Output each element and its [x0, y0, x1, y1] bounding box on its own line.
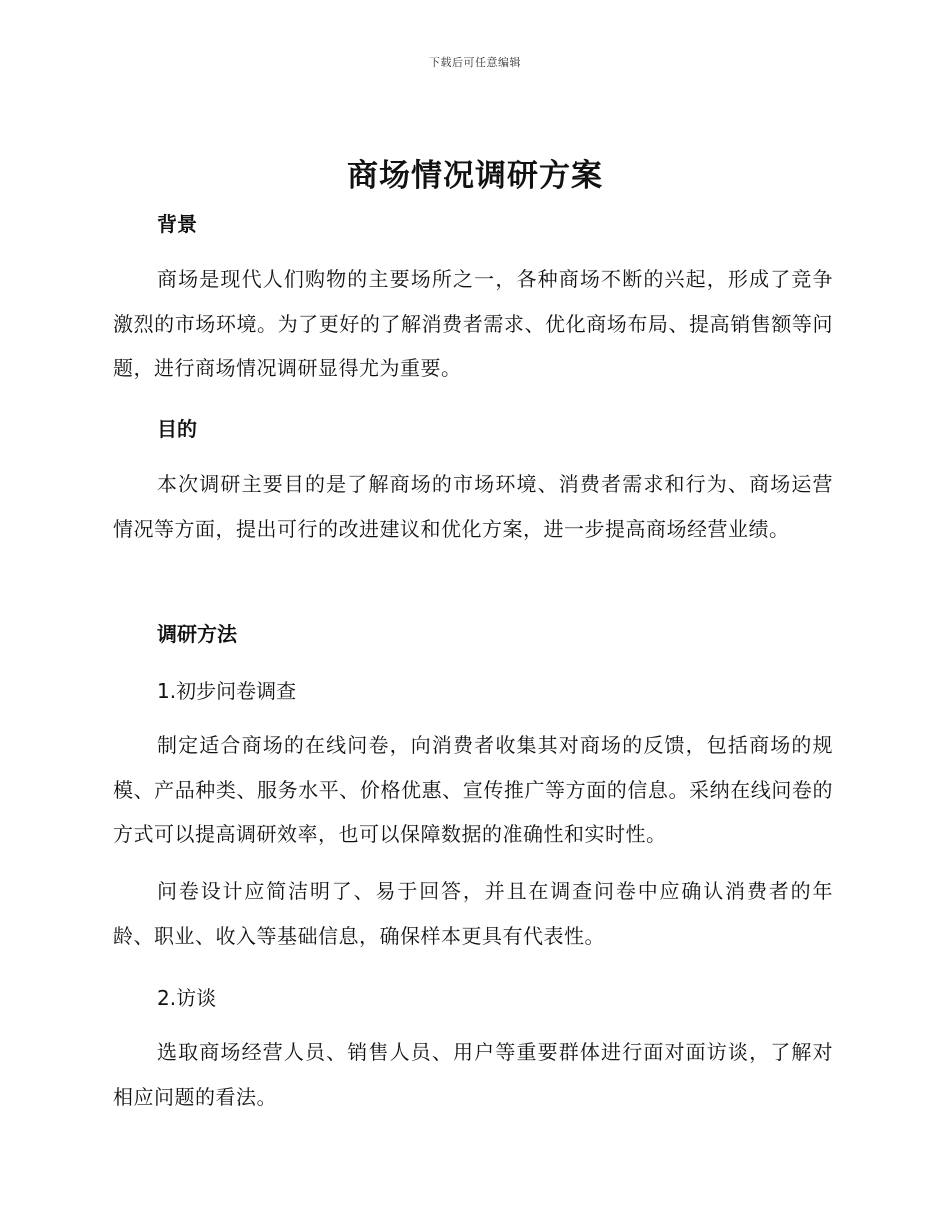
- subheading-questionnaire: 1.初步问卷调查: [157, 679, 297, 703]
- paragraph-interview: 选取商场经营人员、销售人员、用户等重要群体进行面对面访谈，了解对相应问题的看法。: [113, 1040, 833, 1109]
- paragraph-background: 商场是现代人们购物的主要场所之一，各种商场不断的兴起，形成了竞争激烈的市场环境。为了更好的了解消费者需求、优化商场布局、提高销售额等问题，进行商场情况调研显得尤为重要。: [113, 267, 833, 380]
- paragraph-questionnaire-2: 问卷设计应简洁明了、易于回答，并且在调查问卷中应确认消费者的年龄、职业、收入等基础信息，确保样本更具有代表性。: [113, 879, 833, 948]
- document-title: 商场情况调研方案: [347, 158, 603, 194]
- header-note: 下载后可任意编辑: [429, 56, 521, 69]
- paragraph-purpose: 本次调研主要目的是了解商场的市场环境、消费者需求和行为、商场运营情况等方面，提出可行的改进建议和优化方案，进一步提高商场经营业绩。: [113, 472, 833, 541]
- subheading-interview: 2.访谈: [157, 986, 217, 1010]
- section-heading-background: 背景: [157, 212, 197, 236]
- paragraph-questionnaire-1: 制定适合商场的在线问卷，向消费者收集其对商场的反馈，包括商场的规模、产品种类、服务水平、价格优惠、宣传推广等方面的信息。采纳在线问卷的方式可以提高调研效率，也可以保障数据的准确性和实时性。: [113, 733, 833, 846]
- section-heading-purpose: 目的: [157, 417, 197, 441]
- section-heading-methods: 调研方法: [157, 622, 237, 646]
